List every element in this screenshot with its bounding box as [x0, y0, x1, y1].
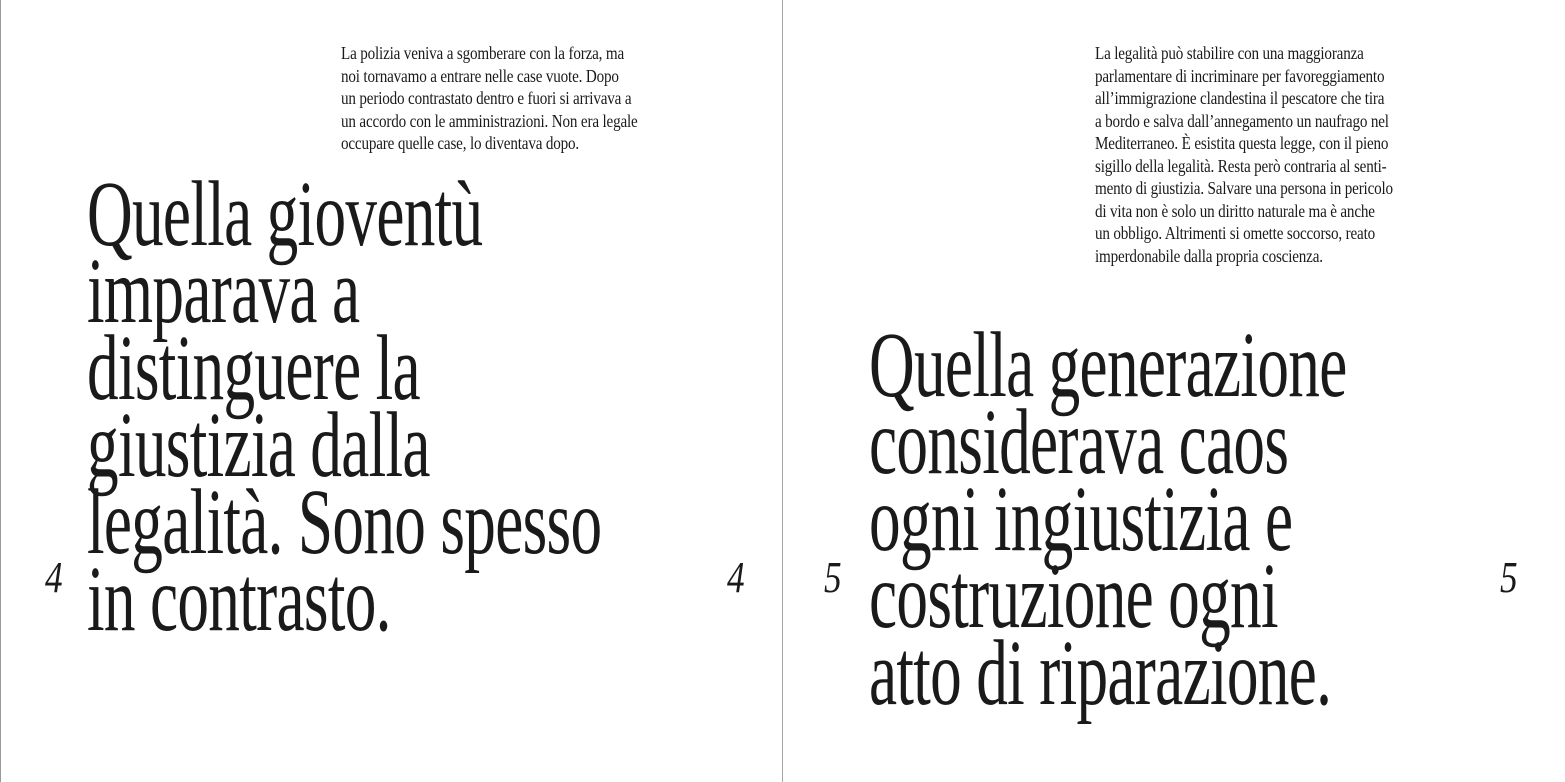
right-headline-line: considerava caos	[869, 391, 1289, 494]
left-headline-line: Quella gioventù	[87, 163, 483, 266]
right-body-line: Mediterraneo. È esistita questa legge, con il pieno	[1095, 133, 1389, 153]
left-headline-line: in contrasto.	[87, 548, 391, 651]
right-body-line: imperdonabile dalla propria coscienza.	[1095, 245, 1323, 266]
right-body-line: sigillo della legalità. Resta però contraria al senti-	[1095, 155, 1387, 176]
right-body-line: all’immigrazione clandestina il pescatore che tira	[1095, 88, 1385, 108]
right-body-line: di vita non è solo un diritto naturale ma è anche	[1095, 200, 1375, 221]
right-page-number-inner: 5	[824, 553, 842, 602]
right-body-paragraph	[1095, 42, 1475, 267]
left-headline-line: giustizia dalla	[87, 394, 430, 497]
right-headline-line: ogni ingiustizia e	[869, 468, 1293, 571]
left-headline-line: legalità. Sono spesso	[87, 471, 602, 574]
left-page-number-outer: 4	[45, 553, 63, 602]
right-page	[783, 0, 1565, 782]
left-body-line: noi tornavamo a entrare nelle case vuote. Dopo	[341, 65, 619, 86]
left-body-line: occupare quelle case, lo diventava dopo.	[341, 133, 580, 153]
right-body-line: La legalità può stabilire con una maggioranza	[1095, 43, 1364, 63]
right-headline-line: atto di riparazione.	[869, 622, 1332, 725]
right-body-line: a bordo e salva dall’annegamento un naufrago nel	[1095, 110, 1389, 131]
right-headline-line: costruzione ogni	[869, 545, 1278, 648]
right-body-line: mento di giustizia. Salvare una persona in pericolo	[1095, 178, 1393, 198]
left-headline-line: imparava a	[87, 240, 360, 343]
right-page-number-outer: 5	[1500, 553, 1518, 602]
left-headline-quote	[87, 163, 602, 651]
right-body-line: parlamentare di incriminare per favoreggiamento	[1095, 65, 1385, 86]
left-headline-line: distinguere la	[87, 317, 420, 420]
right-headline-quote	[869, 314, 1347, 725]
left-page	[0, 0, 782, 782]
left-body-paragraph	[341, 42, 721, 155]
left-body-line: La polizia veniva a sgomberare con la forza, ma	[341, 43, 625, 63]
left-body-line: un periodo contrastato dentro e fuori si arrivava a	[341, 88, 632, 108]
right-body-line: un obbligo. Altrimenti si omette soccorso, reato	[1095, 223, 1376, 243]
left-page-number-inner: 4	[727, 553, 745, 602]
right-headline-line: Quella generazione	[869, 314, 1347, 417]
left-body-line: un accordo con le amministrazioni. Non era legale	[341, 110, 638, 131]
